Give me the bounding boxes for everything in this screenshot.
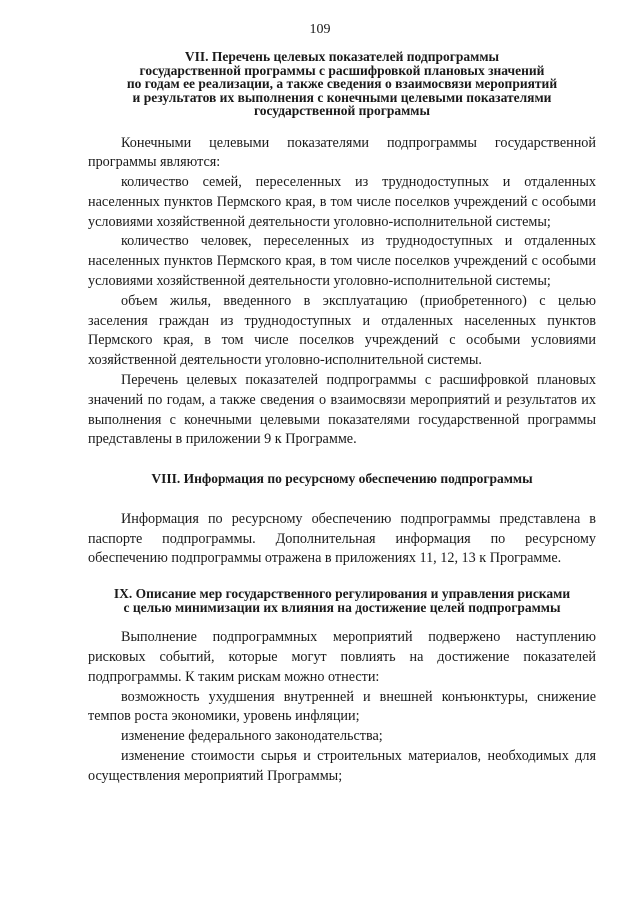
document-body [88, 50, 596, 787]
page-number: 109 [309, 22, 331, 37]
section-7-title-line: VII. Перечень целевых показателей подпрограммы [184, 49, 500, 64]
section-7-paragraph: количество человек, переселенных из труднодоступных и отдаленных населенных пунктов Пермского края, в том числе поселков учреждений с особыми условиями хозяйственной деятельности уголовно-исполнительной системы; [88, 233, 596, 290]
spacer [88, 569, 596, 587]
section-7-paragraph: объем жилья, введенного в эксплуатацию (приобретенного) с целью заселения граждан из труднодоступных и отдаленных населенных пунктов Пермского края, в том числе поселков учреждений с особыми условиями хозяйственной деятельности уголовно-исполнительной системы. [88, 292, 596, 369]
section-9-title-line: с целью минимизации их влияния на достижение целей подпрограммы [123, 599, 561, 615]
section-7-paragraph: Перечень целевых показателей подпрограммы с расшифровкой плановых значений по годам, а также сведения о взаимосвязи мероприятий и результатов их выполнения с конечными целевыми показателями государственной программы представлены в приложении 9 к Программе. [88, 372, 596, 448]
section-7-title-line: государственной программы [253, 103, 431, 118]
section-9-paragraph: изменение стоимости сырья и строительных материалов, необходимых для осуществления мероприятий Программы; [88, 747, 596, 784]
spacer [88, 614, 596, 628]
section-8-paragraph: Информация по ресурсному обеспечению подпрограммы представлена в паспорте подпрограммы. Дополнительная информация по ресурсному обеспечению подпрограммы отражена в приложениях 11, 12, 13 к Программе. [88, 510, 596, 567]
section-7-title [88, 50, 596, 118]
spacer [88, 450, 596, 472]
section-8-title-line: VIII. Информация по ресурсному обеспечению подпрограммы [151, 471, 533, 487]
section-9-paragraph: возможность ухудшения внутренней и внешней конъюнктуры, снижение темпов роста экономики, уровень инфляции; [88, 688, 596, 725]
section-7-title-line: по годам ее реализации, а также сведения о взаимосвязи мероприятий [126, 76, 558, 91]
section-9-paragraph: Выполнение подпрограммных мероприятий подвержено наступлению рисковых событий, которые могут повлиять на достижение показателей подпрограммы. К таким рискам можно отнести: [88, 629, 596, 685]
section-7-title-line: и результатов их выполнения с конечными целевыми показателями [132, 89, 552, 105]
section-8-title [88, 472, 596, 486]
section-9-paragraph: изменение федерального законодательства; [121, 728, 383, 745]
section-7-paragraph: Конечными целевыми показателями подпрограммы государственной программы являются: [88, 134, 596, 171]
section-7-title-line: государственной программы с расшифровкой плановых значений [139, 62, 545, 78]
spacer [88, 118, 596, 134]
section-9-title-line: IX. Описание мер государственного регулирования и управления рисками [113, 586, 571, 602]
section-7-paragraph: количество семей, переселенных из труднодоступных и отдаленных населенных пунктов Пермского края, в том числе поселков учреждений с особыми условиями хозяйственной деятельности уголовно-исполнительной системы; [88, 174, 596, 230]
spacer [88, 486, 596, 510]
section-9-title [88, 587, 596, 614]
